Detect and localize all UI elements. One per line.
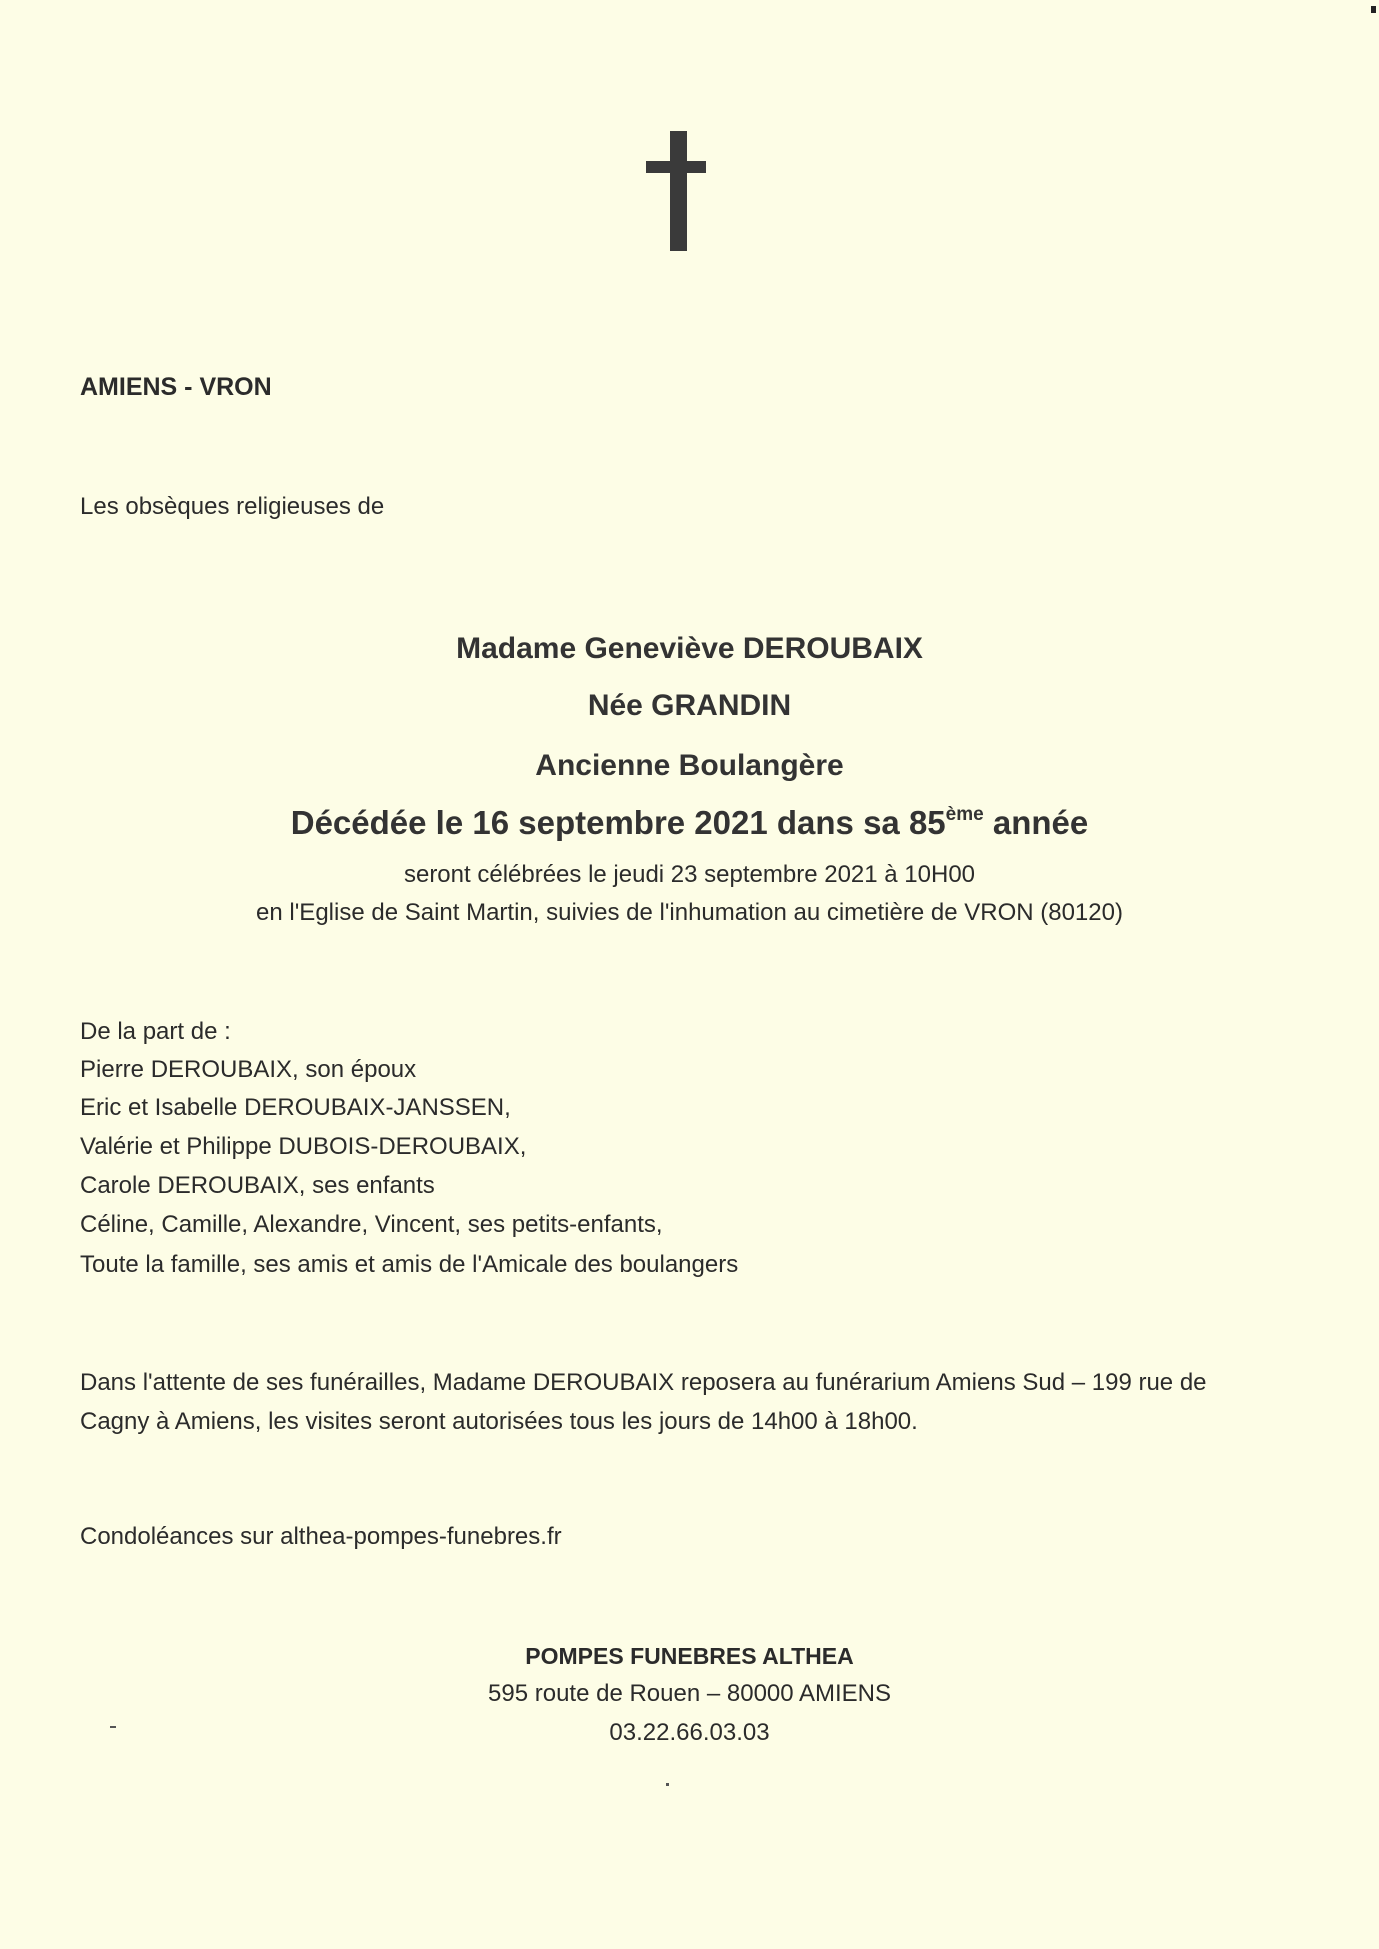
ceremony-place: en l'Eglise de Saint Martin, suivies de l'inhumation au cimetière de VRON (80120) — [256, 899, 1123, 926]
family-member: Pierre DEROUBAIX, son époux — [80, 1056, 417, 1083]
cross-icon — [646, 131, 706, 251]
visitation-line-2: Cagny à Amiens, les visites seront autorisées tous les jours de 14h00 à 18h00. — [80, 1408, 918, 1435]
scan-speck — [110, 1726, 116, 1728]
family-member: Valérie et Philippe DUBOIS-DEROUBAIX, — [80, 1133, 527, 1160]
family-intro: De la part de : — [80, 1018, 231, 1045]
family-member: Céline, Camille, Alexandre, Vincent, ses petits-enfants, — [80, 1211, 663, 1238]
birth-name: Née GRANDIN — [587, 689, 792, 722]
family-member: Eric et Isabelle DEROUBAIX-JANSSEN, — [80, 1094, 511, 1121]
scan-speck — [666, 1783, 669, 1786]
scan-mark — [1371, 6, 1376, 13]
funeral-home-phone: 03.22.66.03.03 — [609, 1719, 770, 1746]
family-member: Toute la famille, ses amis et amis de l'Amicale des boulangers — [80, 1251, 739, 1278]
death-date-ordinal: ème — [945, 804, 984, 825]
funeral-home-name: POMPES FUNEBRES ALTHEA — [525, 1643, 854, 1669]
intro-text: Les obsèques religieuses de — [80, 493, 385, 520]
funeral-home-address: 595 route de Rouen – 80000 AMIENS — [488, 1680, 891, 1707]
ceremony-date: seront célébrées le jeudi 23 septembre 2021 à 10H00 — [403, 861, 976, 888]
occupation: Ancienne Boulangère — [535, 749, 844, 782]
death-date-main: Décédée le 16 septembre 2021 dans sa 85 — [290, 804, 946, 841]
visitation-line-1: Dans l'attente de ses funérailles, Madame DEROUBAIX reposera au funérarium Amiens Sud – 199 rue de — [80, 1369, 1207, 1396]
family-member: Carole DEROUBAIX, ses enfants — [80, 1172, 435, 1199]
location-heading: AMIENS - VRON — [80, 373, 272, 401]
death-date-suffix: année — [992, 804, 1089, 841]
deceased-name: Madame Geneviève DEROUBAIX — [456, 632, 923, 665]
condolences-text: Condoléances sur althea-pompes-funebres.fr — [80, 1523, 562, 1550]
death-date — [0, 803, 1379, 843]
